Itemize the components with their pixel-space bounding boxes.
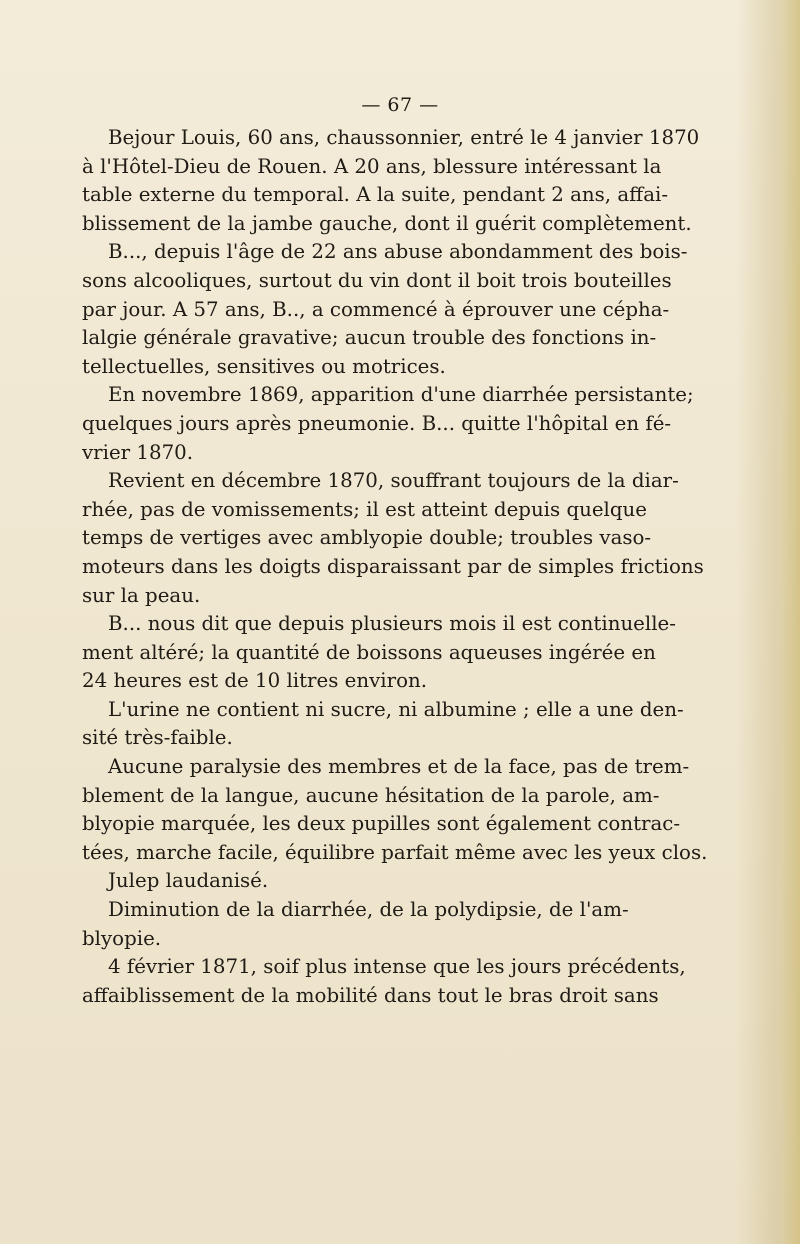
text-line: 4 février 1871, soif plus intense que les jours précédents, xyxy=(108,955,686,979)
text-line: blyopie. xyxy=(82,926,162,950)
text-line: Bejour Louis, 60 ans, chaussonnier, entré le 4 janvier 1870 xyxy=(108,126,700,149)
text-line: En novembre 1869, apparition d'une diarrhée persistante; xyxy=(108,383,694,407)
body-text xyxy=(82,124,730,1010)
text-line: tées, marche facile, équilibre parfait même avec les yeux clos. xyxy=(82,840,708,864)
text-line: L'urine ne contient ni sucre, ni albumine ; elle a une den- xyxy=(108,697,684,721)
text-line: tellectuelles, sensitives ou motrices. xyxy=(82,354,446,378)
text-line: Julep laudanisé. xyxy=(108,869,269,893)
text-line: ment altéré; la quantité de boissons aqueuses ingérée en xyxy=(82,640,656,664)
text-line: temps de vertiges avec amblyopie double; troubles vaso- xyxy=(82,526,652,550)
text-line: sité très-faible. xyxy=(82,726,233,750)
text-line: moteurs dans les doigts disparaissant par de simples frictions xyxy=(82,554,704,578)
text-line: B..., depuis l'âge de 22 ans abuse abondamment des bois- xyxy=(108,240,688,264)
text-line: rhée, pas de vomissements; il est atteint depuis quelque xyxy=(82,497,647,521)
text-line: à l'Hôtel-Dieu de Rouen. A 20 ans, blessure intéressant la xyxy=(82,154,662,178)
text-line: vrier 1870. xyxy=(82,440,194,464)
text-line: table externe du temporal. A la suite, pendant 2 ans, affai- xyxy=(82,183,669,207)
text-line: affaiblissement de la mobilité dans tout le bras droit sans xyxy=(82,983,659,1007)
text-line: Diminution de la diarrhée, de la polydipsie, de l'am- xyxy=(108,898,629,922)
page-edge-shading xyxy=(782,0,800,1244)
text-line: B... nous dit que depuis plusieurs mois il est continuelle- xyxy=(108,612,676,636)
text-line: Aucune paralysie des membres et de la face, pas de trem- xyxy=(108,755,690,779)
text-line: par jour. A 57 ans, B.., a commencé à éprouver une cépha- xyxy=(82,297,670,321)
text-line: blyopie marquée, les deux pupilles sont également contrac- xyxy=(82,812,681,836)
text-line: quelques jours après pneumonie. B... quitte l'hôpital en fé- xyxy=(82,411,672,435)
page-number: — 67 — xyxy=(361,94,439,116)
text-line: sons alcooliques, surtout du vin dont il boit trois bouteilles xyxy=(82,268,672,292)
text-line: blement de la langue, aucune hésitation de la parole, am- xyxy=(82,783,660,807)
text-line: blissement de la jambe gauche, dont il guérit complètement. xyxy=(82,211,692,235)
text-line: sur la peau. xyxy=(82,583,201,607)
text-line: Revient en décembre 1870, souffrant toujours de la diar- xyxy=(108,469,679,493)
text-line: lalgie générale gravative; aucun trouble des fonctions in- xyxy=(82,326,657,350)
text-line: 24 heures est de 10 litres environ. xyxy=(82,669,428,693)
